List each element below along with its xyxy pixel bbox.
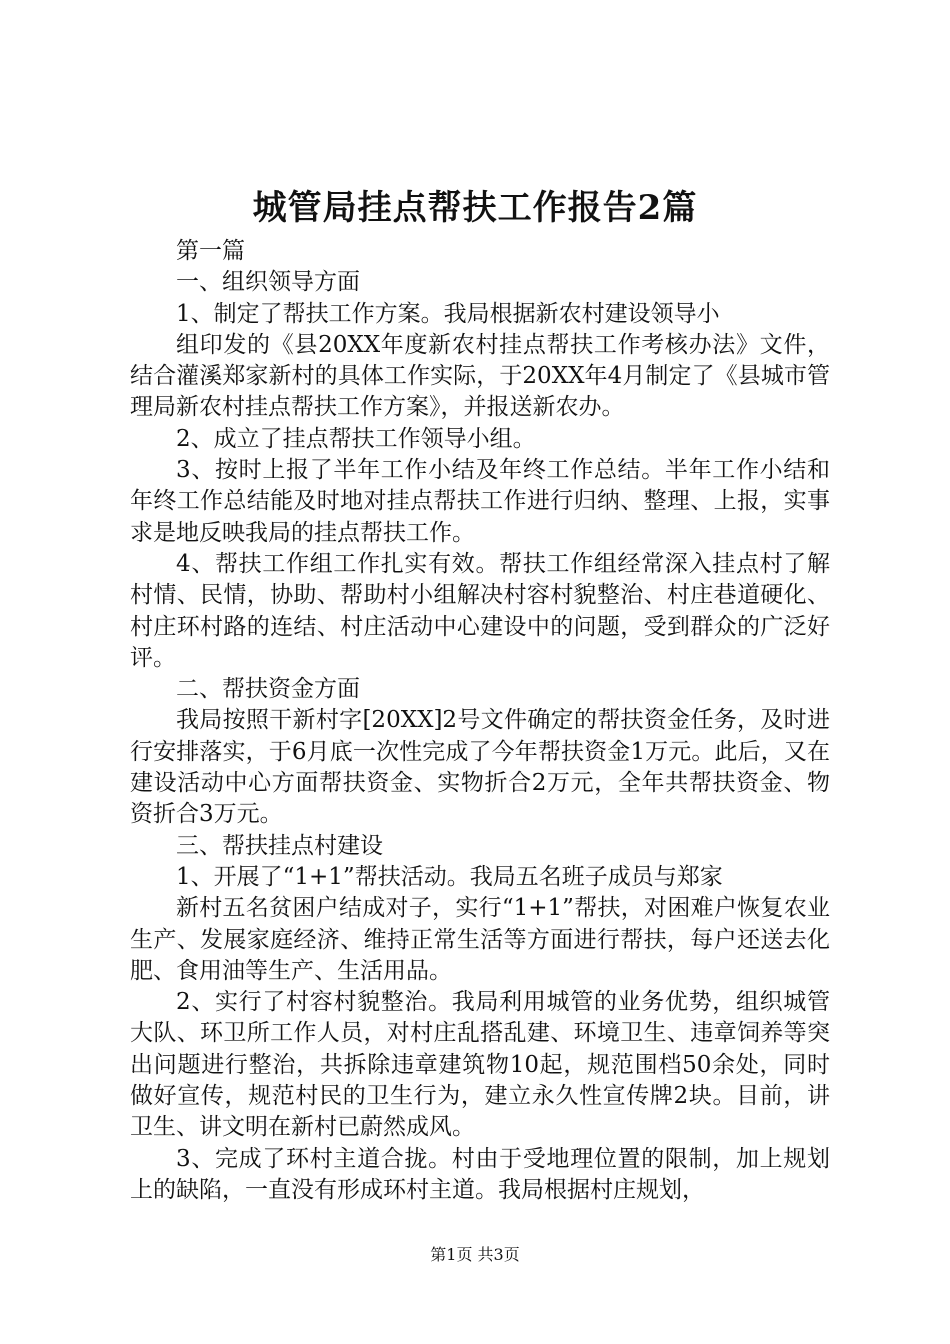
paragraph: 我局按照干新村字[20XX]2号文件确定的帮扶资金任务，及时进行安排落实，于6月底一次性完成了今年帮扶资金1万元。此后，又在建设活动中心方面帮扶资金、实物折合2万元，全年共帮扶资金、物资折合3万元。 (130, 707, 830, 828)
paragraph: 2、成立了挂点帮扶工作领导小组。 (176, 425, 536, 452)
paragraph: 1、开展了“1+1”帮扶活动。我局五名班子成员与郑家 (176, 863, 723, 890)
paragraph: 4、帮扶工作组工作扎实有效。帮扶工作组经常深入挂点村了解村情、民情，协助、帮助村小组解决村容村貌整治、村庄巷道硬化、村庄环村路的连结、村庄活动中心建设中的问题，受到群众的广泛好评。 (130, 550, 830, 671)
document-title: 城管局挂点帮扶工作报告2篇 (252, 188, 698, 228)
paragraph: 新村五名贫困户结成对子，实行“1+1”帮扶，对困难户恢复农业生产、发展家庭经济、维持正常生活等方面进行帮扶，每户还送去化肥、食用油等生产、生活用品。 (130, 895, 830, 984)
section-heading-part-one: 第一篇 (176, 238, 245, 264)
paragraph: 2、实行了村容村貌整治。我局利用城管的业务优势，组织城管大队、环卫所工作人员，对村庄乱搭乱建、环境卫生、违章饲养等突出问题进行整治，共拆除违章建筑物10起，规范围档50余处，同时做好宣传，规范村民的卫生行为，建立永久性宣传牌2块。目前，讲卫生、讲文明在新村已蔚然成风。 (130, 989, 830, 1141)
section-heading-organization: 一、组织领导方面 (176, 269, 360, 296)
section-heading-village-building: 三、帮扶挂点村建设 (176, 832, 383, 859)
page-footer: 第1页 共3页 (430, 1245, 520, 1264)
paragraph: 3、完成了环村主道合拢。村由于受地理位置的限制，加上规划上的缺陷，一直没有形成环村主道。我局根据村庄规划， (130, 1145, 830, 1203)
paragraph: 3、按时上报了半年工作小结及年终工作总结。半年工作小结和年终工作总结能及时地对挂点帮扶工作进行归纳、整理、上报，实事求是地反映我局的挂点帮扶工作。 (130, 457, 830, 546)
paragraph: 1、制定了帮扶工作方案。我局根据新农村建设领导小 (176, 300, 720, 327)
section-heading-funding: 二、帮扶资金方面 (176, 676, 360, 703)
paragraph: 组印发的《县20XX年度新农村挂点帮扶工作考核办法》文件，结合灌溪郑家新村的具体工作实际，于20XX年4月制定了《县城市管理局新农村挂点帮扶工作方案》，并报送新农办。 (130, 331, 830, 421)
document-body (130, 236, 830, 1206)
